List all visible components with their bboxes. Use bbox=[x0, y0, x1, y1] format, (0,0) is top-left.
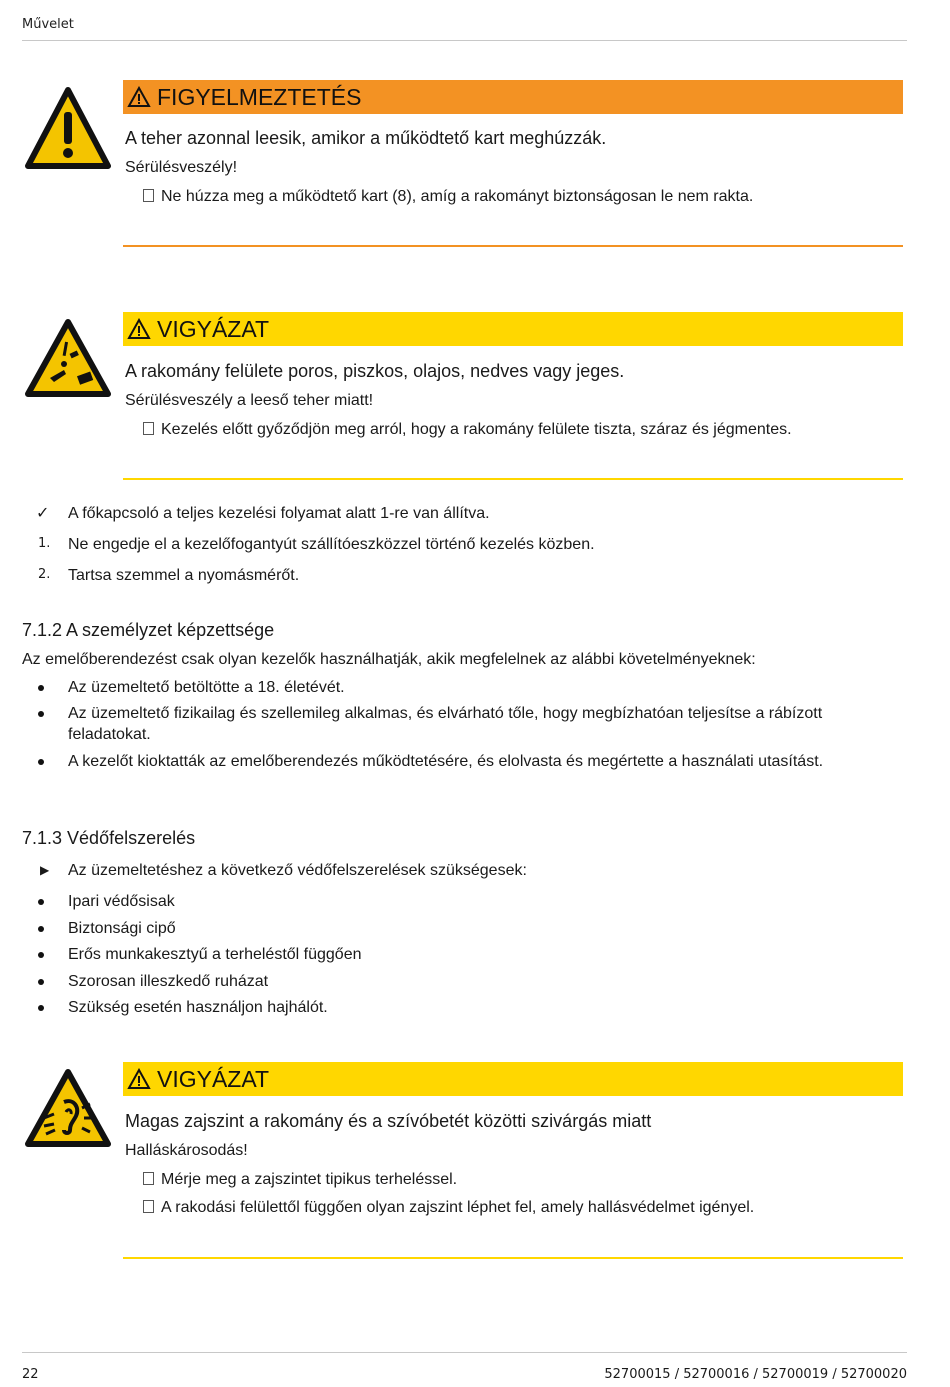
list-item bbox=[22, 703, 868, 745]
caution-consequence-text: Sérülésveszély a leeső teher miatt! bbox=[125, 392, 374, 409]
checkbox-icon bbox=[143, 1200, 154, 1213]
list-item-text: Szorosan illeszkedő ruházat bbox=[68, 973, 269, 990]
checkbox-icon bbox=[143, 1172, 154, 1185]
checkbox-icon bbox=[143, 422, 154, 435]
caution-heading: VIGYÁZAT bbox=[157, 1065, 270, 1092]
bullet-icon bbox=[38, 952, 44, 958]
step-text: Tartsa szemmel a nyomásmérőt. bbox=[68, 567, 300, 584]
list-item-text: Ipari védősisak bbox=[68, 893, 175, 910]
caution-end-rule bbox=[123, 478, 903, 480]
warning-action-text: Ne húzza meg a működtető kart (8), amíg a rakományt biztonságosan le nem rakta. bbox=[161, 188, 754, 205]
step-number: 2. bbox=[38, 567, 51, 582]
caution-consequence-text: Halláskárosodás! bbox=[125, 1142, 248, 1159]
list-item bbox=[22, 918, 868, 939]
section-heading: 7.1.2 A személyzet képzettsége bbox=[22, 620, 275, 640]
arrow-right-icon: ▶ bbox=[40, 863, 50, 877]
list-item bbox=[22, 751, 868, 772]
bullet-icon bbox=[38, 1005, 44, 1011]
warning-exclamation-icon bbox=[24, 86, 112, 170]
bullet-icon bbox=[38, 685, 44, 691]
list-item bbox=[22, 997, 868, 1018]
caution-action bbox=[143, 1171, 457, 1189]
list-item-text: Az üzemeltető betöltötte a 18. életévét. bbox=[68, 679, 345, 696]
checkbox-icon bbox=[143, 189, 154, 202]
list-item bbox=[22, 677, 868, 698]
warning-end-rule bbox=[123, 245, 903, 247]
list-item-text: A kezelőt kioktatták az emelőberendezés működtetésére, és elolvasta és megértette a használati utasítást. bbox=[68, 753, 824, 770]
warning-triangle-icon bbox=[127, 1068, 151, 1090]
list-item bbox=[22, 944, 868, 965]
falling-objects-icon bbox=[24, 318, 112, 398]
caution-heading: VIGYÁZAT bbox=[157, 315, 270, 342]
list-item-text: Szükség esetén használjon hajhálót. bbox=[68, 999, 328, 1016]
running-header: Művelet bbox=[22, 17, 74, 32]
caution-hazard-text: Magas zajszint a rakomány és a szívóbetét közötti szivárgás miatt bbox=[125, 1111, 652, 1131]
bullet-icon bbox=[38, 926, 44, 932]
page-number: 22 bbox=[22, 1367, 39, 1382]
warning-hazard-text: A teher azonnal leesik, amikor a működtető kart meghúzzák. bbox=[125, 128, 607, 148]
list-item bbox=[22, 891, 868, 912]
instruction-item bbox=[22, 860, 868, 881]
caution-banner bbox=[123, 312, 903, 346]
step-item bbox=[22, 565, 868, 586]
caution-action-text: Kezelés előtt győződjön meg arról, hogy a rakomány felülete tiszta, száraz és jégmentes. bbox=[161, 421, 792, 438]
warning-action bbox=[143, 188, 753, 206]
caution-action-text: A rakodási felülettől függően olyan zajszint léphet fel, amely hallásvédelmet igényel. bbox=[161, 1199, 755, 1216]
precondition-item bbox=[22, 503, 868, 524]
caution-action bbox=[143, 1199, 754, 1217]
warning-triangle-icon bbox=[127, 318, 151, 340]
list-item bbox=[22, 971, 868, 992]
warning-heading: FIGYELMEZTETÉS bbox=[157, 83, 362, 110]
caution-action-text: Mérje meg a zajszintet tipikus terheléssel. bbox=[161, 1171, 458, 1188]
document-codes: 52700015 / 52700016 / 52700019 / 52700020 bbox=[604, 1367, 907, 1382]
list-item-text: Az üzemeltető fizikailag és szellemileg alkalmas, és elvárható tőle, hogy megbízhatóan teljesítse a rábízott feladatokat. bbox=[68, 705, 823, 743]
step-item bbox=[22, 534, 868, 555]
footer-divider bbox=[22, 1352, 907, 1353]
step-text: Ne engedje el a kezelőfogantyút szállítóeszközzel történő kezelés közben. bbox=[68, 536, 595, 553]
warning-consequence-text: Sérülésveszély! bbox=[125, 159, 238, 176]
caution-end-rule bbox=[123, 1257, 903, 1259]
precondition-text: A főkapcsoló a teljes kezelési folyamat alatt 1-re van állítva. bbox=[68, 505, 490, 522]
bullet-icon bbox=[38, 899, 44, 905]
warning-triangle-icon bbox=[127, 86, 151, 108]
header-divider bbox=[22, 40, 907, 41]
caution-action bbox=[143, 421, 792, 439]
step-number: 1. bbox=[38, 536, 51, 551]
caution-hazard-text: A rakomány felülete poros, piszkos, olajos, nedves vagy jeges. bbox=[125, 361, 625, 381]
list-item-text: Erős munkakesztyű a terheléstől függően bbox=[68, 946, 362, 963]
check-icon: ✓ bbox=[36, 505, 50, 522]
hearing-damage-icon bbox=[24, 1068, 112, 1148]
bullet-icon bbox=[38, 759, 44, 765]
instruction-text: Az üzemeltetéshez a következő védőfelszerelések szükségesek: bbox=[68, 862, 527, 879]
section-intro: Az emelőberendezést csak olyan kezelők használhatják, akik megfelelnek az alábbi követelményeknek: bbox=[22, 651, 756, 668]
bullet-icon bbox=[38, 711, 44, 717]
list-item-text: Biztonsági cipő bbox=[68, 920, 176, 937]
bullet-icon bbox=[38, 979, 44, 985]
section-heading: 7.1.3 Védőfelszerelés bbox=[22, 828, 196, 848]
caution-banner bbox=[123, 1062, 903, 1096]
warning-banner bbox=[123, 80, 903, 114]
